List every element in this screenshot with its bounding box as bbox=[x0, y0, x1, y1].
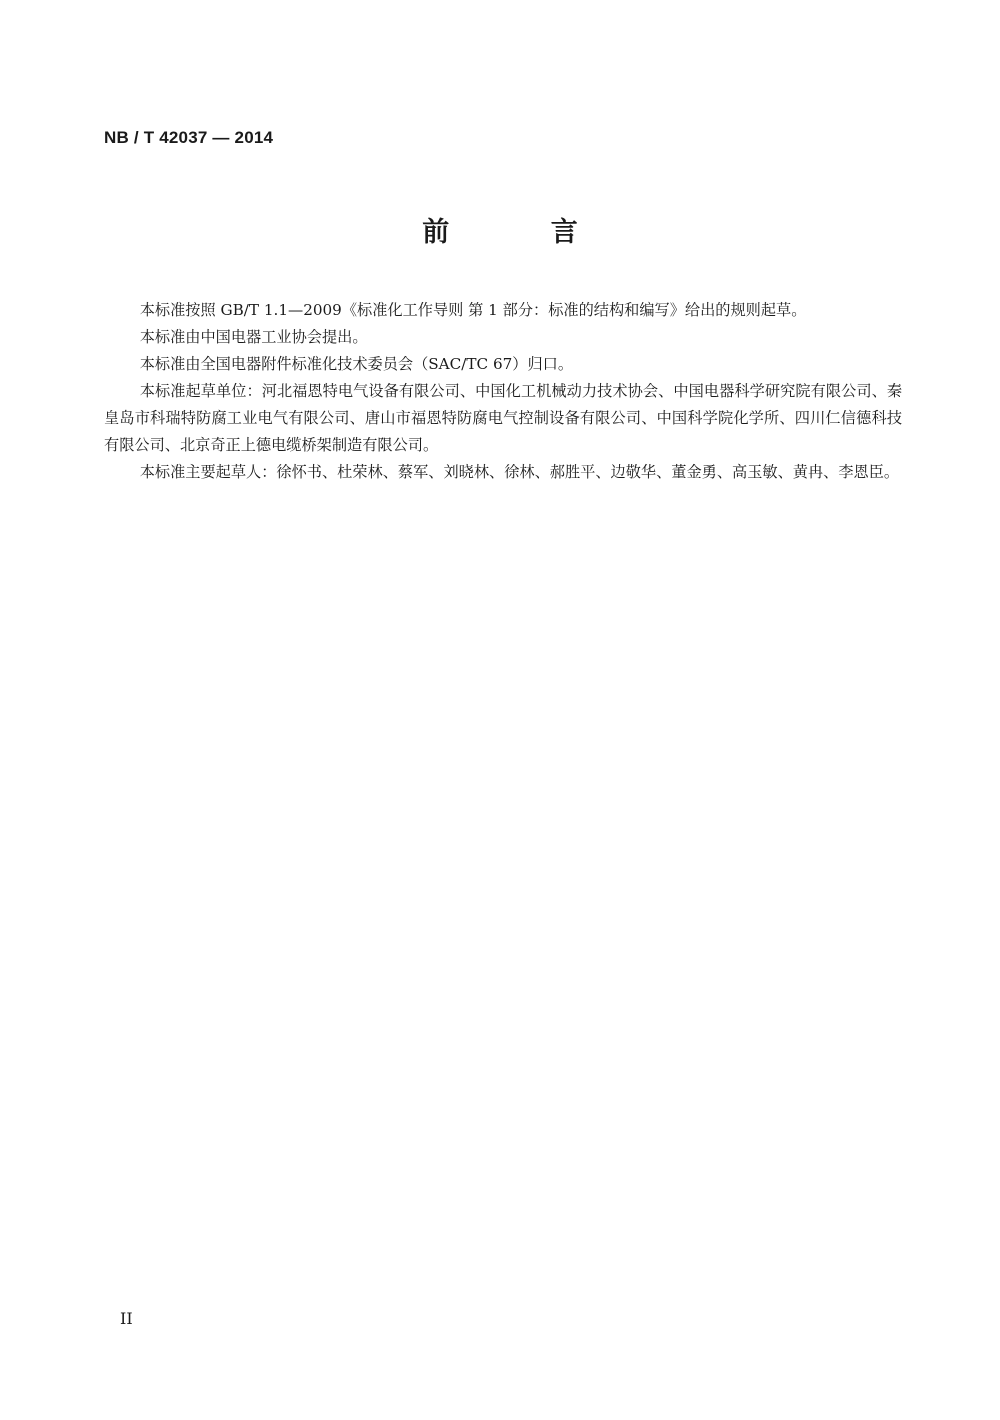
paragraph-proposed-by: 本标准由中国电器工业协会提出。 bbox=[139, 328, 368, 346]
paragraph-drafting-units: 本标准起草单位：河北福恩特电气设备有限公司、中国化工机械动力技术协会、中国电器科学研究院有限公司、秦皇岛市科瑞特防腐工业电气有限公司、唐山市福恩特防腐电气控制设备有限公司、中国科学院化学所、四川仁信德科技有限公司、北京奇正上德电缆桥架制造有限公司。 bbox=[104, 382, 902, 454]
page-title: 前 言 bbox=[422, 217, 624, 248]
paragraph-drafting-rules: 本标准按照 GB/T 1.1—2009《标准化工作导则 第 1 部分：标准的结构和编写》给出的规则起草。 bbox=[139, 301, 807, 319]
paragraph-under-jurisdiction: 本标准由全国电器附件标准化技术委员会（SAC/TC 67）归口。 bbox=[139, 355, 574, 373]
standard-code: NB / T 42037 — 2014 bbox=[104, 128, 274, 147]
foreword-body bbox=[104, 297, 902, 486]
page-number: II bbox=[120, 1309, 133, 1328]
paragraph-main-drafters: 本标准主要起草人：徐怀书、杜荣林、蔡军、刘晓林、徐林、郝胜平、边敬华、董金勇、高玉敏、黄冉、李恩臣。 bbox=[139, 463, 900, 481]
